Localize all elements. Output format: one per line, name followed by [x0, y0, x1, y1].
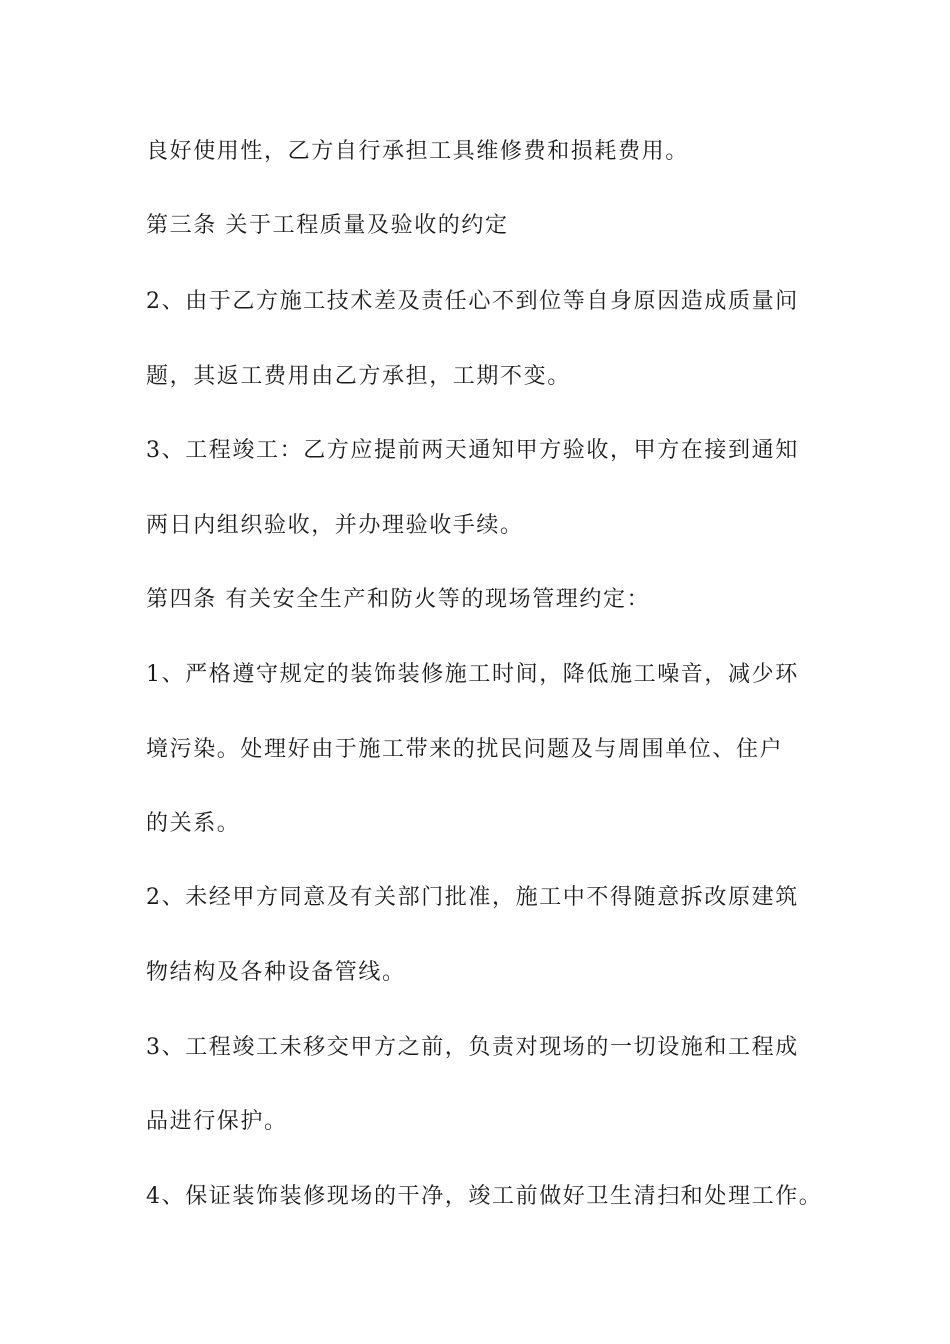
text-line: 良好使用性，乙方自行承担工具维修费和损耗费用。 — [146, 139, 689, 164]
section-heading: 第三条 关于工程质量及验收的约定 — [146, 213, 509, 238]
text-line: 两日内组织验收，并办理验收手续。 — [146, 513, 524, 538]
section-heading: 第四条 有关安全生产和防火等的现场管理约定： — [146, 587, 651, 612]
text-line: 品进行保护。 — [146, 1109, 288, 1134]
text-line: 2、由于乙方施工技术差及责任心不到位等自身原因造成质量问 — [146, 289, 799, 314]
text-line: 1、严格遵守规定的装饰装修施工时间，降低施工噪音，减少环 — [146, 662, 799, 687]
text-line: 3、工程竣工未移交甲方之前，负责对现场的一切设施和工程成 — [146, 1035, 799, 1060]
text-line: 题，其返工费用由乙方承担，工期不变。 — [146, 364, 571, 389]
text-line: 3、工程竣工：乙方应提前两天通知甲方验收，甲方在接到通知 — [146, 438, 799, 463]
text-line: 4、保证装饰装修现场的干净，竣工前做好卫生清扫和处理工作。 — [146, 1184, 823, 1209]
text-line: 的关系。 — [146, 811, 241, 836]
text-line: 2、未经甲方同意及有关部门批准，施工中不得随意拆改原建筑 — [146, 885, 799, 910]
text-line: 境污染。处理好由于施工带来的扰民问题及与周围单位、住户 — [146, 737, 784, 762]
text-line: 物结构及各种设备管线。 — [146, 960, 406, 985]
